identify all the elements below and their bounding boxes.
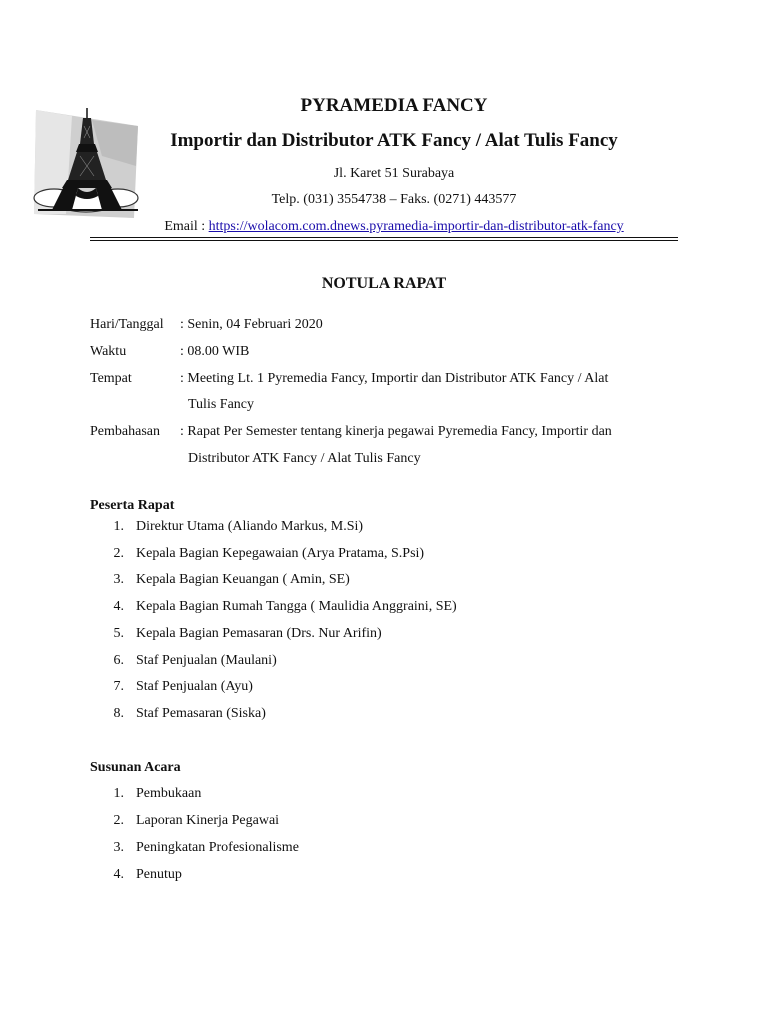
participant-number: 8.: [113, 706, 124, 721]
header-divider-bottom: [90, 240, 678, 241]
participant-item: Staf Penjualan (Ayu): [136, 679, 253, 694]
time-value: : 08.00 WIB: [180, 344, 250, 359]
participant-item: Direktur Utama (Aliando Markus, M.Si): [136, 519, 364, 534]
participant-item: Kepala Bagian Pemasaran (Drs. Nur Arifin): [136, 626, 382, 641]
document-title: NOTULA RAPAT: [321, 275, 447, 292]
topic-value-continued: Distributor ATK Fancy / Alat Tulis Fancy: [188, 451, 421, 466]
agenda-item: Peningkatan Profesionalisme: [136, 840, 299, 855]
participant-number: 3.: [113, 572, 124, 587]
participant-number: 6.: [113, 653, 124, 668]
participant-number: 2.: [113, 546, 124, 561]
company-tagline: Importir dan Distributor ATK Fancy / Alat Tulis Fancy: [170, 130, 618, 151]
agenda-item: Laporan Kinerja Pegawai: [136, 813, 280, 828]
agenda-title: Susunan Acara: [90, 760, 181, 775]
agenda-number: 3.: [113, 840, 124, 855]
participant-item: Kepala Bagian Rumah Tangga ( Maulidia Anggraini, SE): [136, 599, 457, 614]
participant-item: Kepala Bagian Keuangan ( Amin, SE): [136, 572, 350, 587]
company-email: [110, 219, 678, 235]
topic-value: : Rapat Per Semester tentang kinerja pegawai Pyremedia Fancy, Importir dan: [180, 424, 612, 439]
date-value: : Senin, 04 Februari 2020: [180, 317, 323, 332]
company-name: PYRAMEDIA FANCY: [300, 95, 488, 116]
header-divider-top: [90, 237, 678, 238]
agenda-number: 1.: [113, 786, 124, 801]
participant-number: 4.: [113, 599, 124, 614]
participant-number: 1.: [113, 519, 124, 534]
email-label: Email :: [164, 219, 209, 234]
agenda-item: Pembukaan: [136, 786, 202, 801]
participant-number: 5.: [113, 626, 124, 641]
email-link[interactable]: https://wolacom.com.dnews.pyramedia-importir-dan-distributor-atk-fancy: [208, 219, 624, 234]
time-label: Waktu: [90, 344, 127, 359]
participant-item: Staf Pemasaran (Siska): [136, 706, 266, 721]
agenda-item: Penutup: [136, 867, 182, 882]
topic-label: Pembahasan: [90, 424, 160, 439]
company-phone: Telp. (031) 3554738 – Faks. (0271) 443577: [271, 192, 517, 207]
participant-item: Kepala Bagian Kepegawaian (Arya Pratama, S.Psi): [136, 546, 425, 561]
place-value: : Meeting Lt. 1 Pyremedia Fancy, Importir dan Distributor ATK Fancy / Alat: [180, 371, 609, 386]
date-label: Hari/Tanggal: [90, 317, 164, 332]
agenda-number: 4.: [113, 867, 124, 882]
place-value-continued: Tulis Fancy: [188, 397, 255, 412]
agenda-number: 2.: [113, 813, 124, 828]
place-label: Tempat: [90, 371, 132, 386]
company-address: Jl. Karet 51 Surabaya: [333, 166, 455, 181]
participant-number: 7.: [113, 679, 124, 694]
participants-title: Peserta Rapat: [90, 498, 175, 513]
participant-item: Staf Penjualan (Maulani): [136, 653, 277, 668]
